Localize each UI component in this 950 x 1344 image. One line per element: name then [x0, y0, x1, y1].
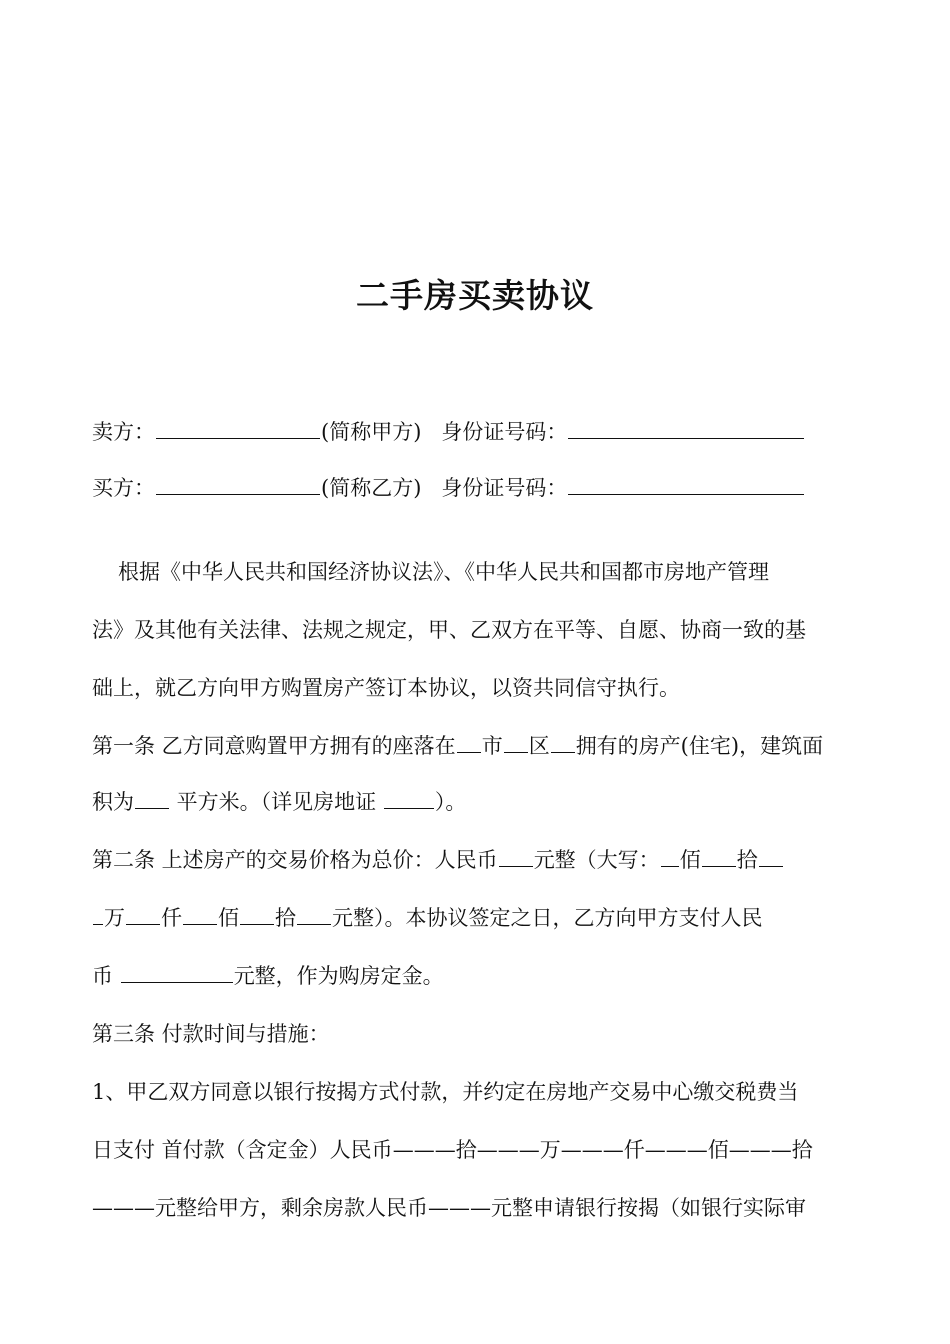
article2-text-c: 元整）。本协议签定之日，乙方向甲方支付人民 [332, 906, 763, 930]
article2-text-e: 元整，作为购房定金。 [233, 964, 444, 988]
wan-blank-b [93, 904, 103, 925]
bai-blank [661, 846, 679, 867]
unit-shi2: 拾 [275, 906, 296, 930]
page-title: 二手房买卖协议 [356, 276, 594, 315]
buyer-label: 买方： [92, 476, 155, 500]
unit-qian: 仟 [161, 906, 182, 930]
article3-heading: 第三条 付款时间与措施： [92, 1022, 330, 1046]
unit-shi: 拾 [736, 848, 758, 872]
city-blank [457, 732, 481, 753]
shi-blank [702, 846, 736, 867]
buyer-name-blank [156, 474, 320, 495]
unit-wan-a: 万 [539, 1138, 561, 1162]
dash-blank-7: ——— [428, 1196, 491, 1220]
certificate-blank [384, 788, 434, 809]
unit-bai: 佰 [679, 848, 701, 872]
article2-line-1 [92, 844, 862, 876]
dash-blank-6: ——— [92, 1196, 155, 1220]
city-label: 市 [481, 734, 503, 758]
article3-line-2 [92, 1134, 862, 1166]
location-blank [551, 732, 575, 753]
article1-line-2 [92, 786, 862, 818]
wan-blank-a [759, 846, 783, 867]
seller-name-blank [156, 418, 320, 439]
seller-id-blank [568, 418, 804, 439]
article1-text-a: 第一条 乙方同意购置甲方拥有的座落在 [92, 734, 456, 758]
article2-text-d: 币 [92, 964, 120, 988]
buyer-line [92, 472, 862, 504]
dash-blank-3: ——— [560, 1138, 624, 1162]
article3-text-c: 元整申请银行按揭（如银行实际审 [491, 1196, 806, 1220]
article3-line-1: 1、甲乙双方同意以银行按揭方式付款，并约定在房地产交易中心缴交税费当 [92, 1080, 799, 1104]
deposit-blank [121, 962, 233, 983]
district-label: 区 [528, 734, 550, 758]
preamble-line-1: 根据《中华人民共和国经济协议法》、《中华人民共和国都市房地产管理 [118, 560, 769, 584]
area-unit: 平方米。（详见房地证 [170, 790, 383, 814]
price-blank [499, 846, 533, 867]
buyer-id-blank [568, 474, 804, 495]
article3-line-3 [92, 1192, 862, 1224]
dash-blank-4: ——— [644, 1138, 708, 1162]
area-label: 积为 [92, 790, 134, 814]
unit-qian-a: 仟 [623, 1138, 645, 1162]
article2-line-3 [92, 960, 862, 992]
article2-text-a: 第二条 上述房产的交易价格为总价：人民币 [92, 848, 498, 872]
article3-text-b: 元整给甲方，剩余房款人民币 [155, 1196, 428, 1220]
bai2-blank [183, 904, 217, 925]
unit-bai-a: 佰 [707, 1138, 729, 1162]
seller-alias: (简称甲方) [321, 420, 422, 444]
dash-blank-5: ——— [728, 1138, 792, 1162]
seller-id-label: 身份证号码： [441, 420, 568, 444]
preamble-line-3: 础上，就乙方向甲方购置房产签订本协议，以资共同信守执行。 [92, 676, 680, 700]
seller-label: 卖方： [92, 420, 155, 444]
article1-close: ）。 [434, 790, 467, 814]
yuan-blank [297, 904, 331, 925]
dash-blank-2: ——— [476, 1138, 540, 1162]
unit-shi-b: 拾 [791, 1138, 813, 1162]
unit-bai2: 佰 [218, 906, 239, 930]
preamble-line-2: 法》及其他有关法律、法规之规定，甲、乙双方在平等、自愿、协商一致的基 [92, 618, 806, 642]
seller-line [92, 416, 862, 448]
shi2-blank [240, 904, 274, 925]
article2-line-2 [92, 902, 862, 934]
article2-text-b: 元整（大写： [533, 848, 660, 872]
buyer-alias: (简称乙方) [321, 476, 422, 500]
article1-line-1 [92, 730, 862, 762]
unit-shi-a: 拾 [455, 1138, 477, 1162]
buyer-id-label: 身份证号码： [441, 476, 568, 500]
dash-blank-1: ——— [392, 1138, 456, 1162]
qian-blank [126, 904, 160, 925]
district-blank [504, 732, 528, 753]
article1-text-b: 拥有的房产(住宅)，建筑面 [575, 734, 824, 758]
unit-wan: 万 [104, 906, 125, 930]
area-blank [135, 788, 169, 809]
article3-text-a: 日支付 首付款（含定金）人民币 [92, 1138, 393, 1162]
